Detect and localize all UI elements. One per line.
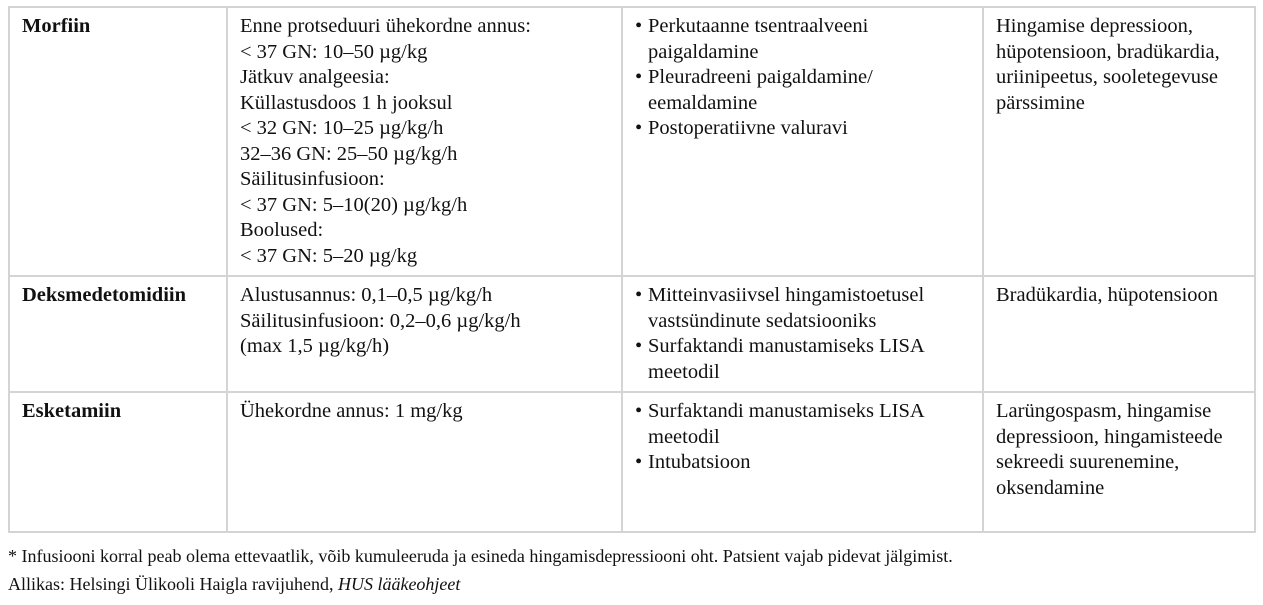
- source-title: HUS lääkeohjeet: [337, 574, 461, 594]
- indication-text: Surfaktandi manustamiseks LISA meetodil: [648, 335, 924, 383]
- indications-cell: [622, 392, 983, 532]
- dosing-line: < 37 GN: 5–20 µg/kg: [240, 244, 418, 267]
- indications-list: [635, 14, 970, 142]
- indication-text: Mitteinvasiivsel hingamistoetusel vastsündinute sedatsiooniks: [648, 284, 925, 332]
- dosing-cell: [227, 276, 622, 392]
- table-row: [9, 392, 1255, 532]
- bullet-icon: •: [635, 451, 643, 473]
- indication-text: Surfaktandi manustamiseks LISA meetodil: [648, 400, 924, 448]
- drug-name: Esketamiin: [22, 400, 122, 422]
- bullet-icon: •: [635, 335, 643, 357]
- footnote: * Infusiooni korral peab olema ettevaatlik, võib kumuleeruda ja esineda hingamisdepressiooni oht. Patsient vajab pidevat jälgimist.: [8, 546, 953, 566]
- indication-item: [635, 399, 970, 450]
- source-line: [8, 570, 460, 598]
- dosing-line: (max 1,5 µg/kg/h): [240, 335, 390, 357]
- dosing-line: 32–36 GN: 25–50 µg/kg/h: [240, 142, 458, 165]
- table-row: [9, 7, 1255, 276]
- side-effects-cell: [983, 276, 1255, 392]
- side-effects-cell: [983, 392, 1255, 532]
- indications-cell: [622, 276, 983, 392]
- indications-cell: [622, 7, 983, 276]
- side-effects-cell: [983, 7, 1255, 276]
- dosing-line: Jätkuv analgeesia:: [240, 66, 390, 88]
- dosing-line: < 32 GN: 10–25 µg/kg/h: [240, 117, 444, 139]
- dosing-line: < 37 GN: 5–10(20) µg/kg/h: [240, 193, 468, 216]
- indication-text: Pleuradreeni paigaldamine/ eemaldamine: [648, 66, 873, 114]
- dosing-line: Alustusannus: 0,1–0,5 µg/kg/h: [240, 284, 493, 306]
- drug-name: Deksmedetomidiin: [22, 284, 186, 306]
- dosing-line: Boolused:: [240, 219, 324, 241]
- drug-name-cell: [9, 276, 227, 392]
- bullet-icon: •: [635, 400, 643, 422]
- indication-item: [635, 116, 970, 142]
- drug-name-cell: [9, 7, 227, 276]
- indication-item: [635, 450, 970, 476]
- drug-name: Morfiin: [22, 15, 91, 37]
- indication-item: [635, 65, 970, 116]
- dosing-line: Säilitusinfusioon:: [240, 168, 385, 190]
- dosing-line: < 37 GN: 10–50 µg/kg: [240, 40, 428, 63]
- dosing-cell: [227, 392, 622, 532]
- bullet-icon: •: [635, 284, 643, 306]
- drug-table: [8, 6, 1256, 533]
- dosing-line: Säilitusinfusioon: 0,2–0,6 µg/kg/h: [240, 309, 521, 332]
- dosing-line: Küllastusdoos 1 h jooksul: [240, 91, 453, 114]
- source-prefix: Allikas: Helsingi Ülikooli Haigla ravijuhend,: [8, 574, 338, 594]
- indication-text: Perkutaanne tsentraalveeni paigaldamine: [648, 15, 869, 63]
- indications-list: [635, 283, 970, 385]
- bullet-icon: •: [635, 66, 643, 88]
- dosing-cell: [227, 7, 622, 276]
- indication-item: [635, 334, 970, 385]
- dosing-line: Enne protseduuri ühekordne annus:: [240, 15, 531, 37]
- bullet-icon: •: [635, 15, 643, 37]
- indication-text: Intubatsioon: [648, 451, 751, 473]
- dosing-line: Ühekordne annus: 1 mg/kg: [240, 400, 463, 422]
- indication-item: [635, 14, 970, 65]
- side-effects-text: Bradükardia, hüpotensioon: [996, 284, 1219, 306]
- indications-list: [635, 399, 970, 476]
- indication-item: [635, 283, 970, 334]
- indication-text: Postoperatiivne valuravi: [648, 117, 848, 139]
- drug-name-cell: [9, 392, 227, 532]
- bullet-icon: •: [635, 117, 643, 139]
- side-effects-text: Hingamise depressioon, hüpotensioon, bradükardia, uriinipeetus, sooletegevuse pärssimine: [996, 15, 1220, 114]
- side-effects-text: Larüngospasm, hingamise depressioon, hingamisteede sekreedi suurenemine, oksendamine: [996, 400, 1223, 499]
- table-row: [9, 276, 1255, 392]
